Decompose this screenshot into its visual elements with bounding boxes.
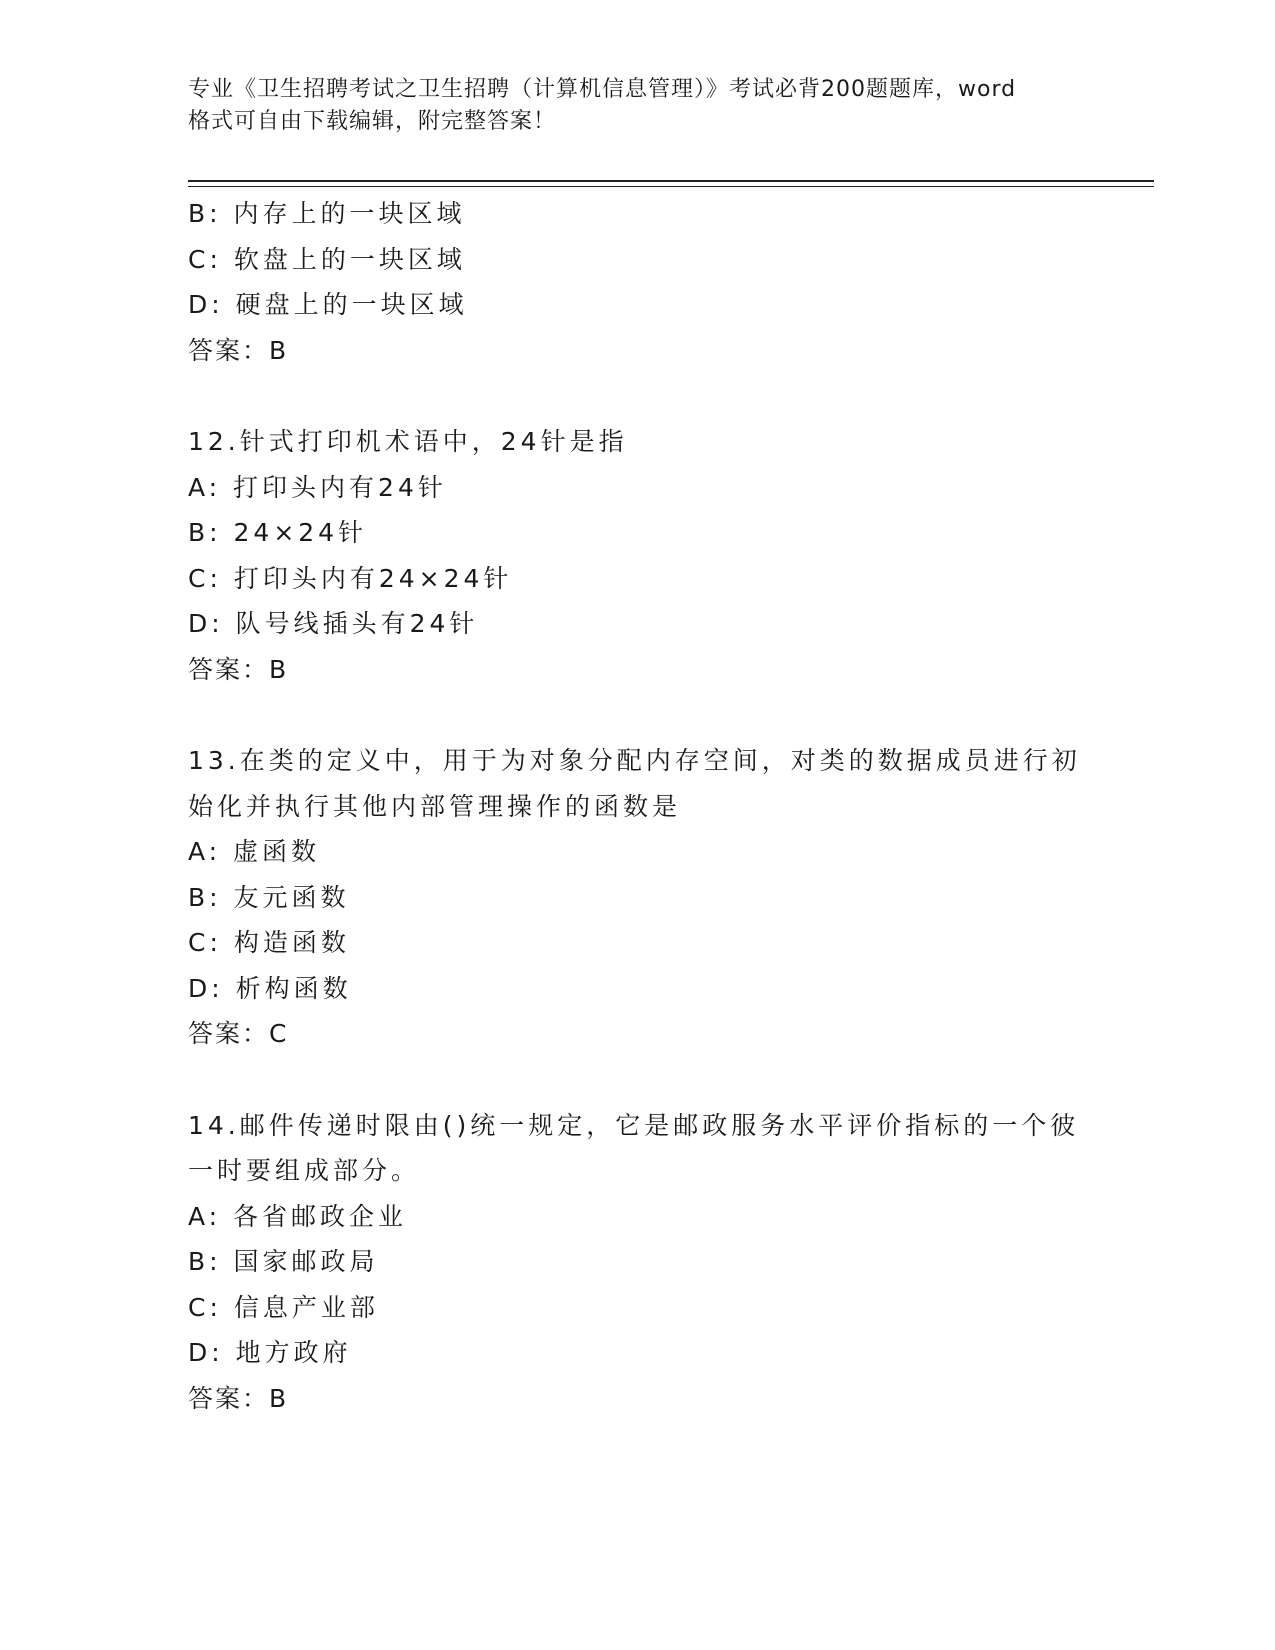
header-divider-thin <box>188 186 1154 187</box>
header-divider-thick <box>188 180 1154 182</box>
option-c: C: 构造函数 <box>188 928 350 957</box>
header-line-1: 专业《卫生招聘考试之卫生招聘（计算机信息管理）》考试必背200题题库，word <box>188 77 1017 102</box>
document-header <box>188 74 1098 138</box>
option-c: C: 打印头内有24×24针 <box>188 563 513 593</box>
spacer <box>188 373 1088 419</box>
question-list <box>188 191 1088 1421</box>
option-d: D: 析构函数 <box>188 973 352 1003</box>
option-a: A: 虚函数 <box>188 837 321 866</box>
spacer <box>188 1057 1088 1103</box>
question-stem-line-1: 13.在类的定义中，用于为对象分配内存空间，对类的数据成员进行初 <box>188 746 1081 775</box>
option-c: C: 软盘上的一块区域 <box>188 244 466 274</box>
question-12 <box>188 419 1088 692</box>
spacer <box>188 692 1088 738</box>
option-a: A: 打印头内有24针 <box>188 472 447 502</box>
option-a: A: 各省邮政企业 <box>188 1201 408 1231</box>
option-b: B: 24×24针 <box>188 518 368 547</box>
question-stem-line-1: 14.邮件传递时限由()统一规定，它是邮政服务水平评价指标的一个彼 <box>188 1110 1080 1140</box>
answer: 答案：B <box>188 1383 289 1413</box>
question-stem: 12.针式打印机术语中，24针是指 <box>188 427 628 456</box>
option-d: D: 队号线插头有24针 <box>188 609 479 638</box>
option-b: B: 国家邮政局 <box>188 1247 379 1276</box>
question-stem-line-2: 一时要组成部分。 <box>188 1156 421 1185</box>
option-c: C: 信息产业部 <box>188 1292 379 1322</box>
option-b: B: 友元函数 <box>188 882 350 912</box>
answer: 答案：C <box>188 1019 289 1048</box>
question-stem-line-2: 始化并执行其他内部管理操作的函数是 <box>188 791 682 821</box>
header-line-2: 格式可自由下载编辑，附完整答案！ <box>188 109 557 134</box>
option-d: D: 地方政府 <box>188 1338 352 1367</box>
answer: 答案：B <box>188 654 289 684</box>
question-14 <box>188 1103 1088 1422</box>
option-b: B: 内存上的一块区域 <box>188 199 466 228</box>
question-13 <box>188 738 1088 1057</box>
question-11-continued <box>188 191 1088 373</box>
answer: 答案：B <box>188 335 289 365</box>
option-d: D: 硬盘上的一块区域 <box>188 290 468 319</box>
